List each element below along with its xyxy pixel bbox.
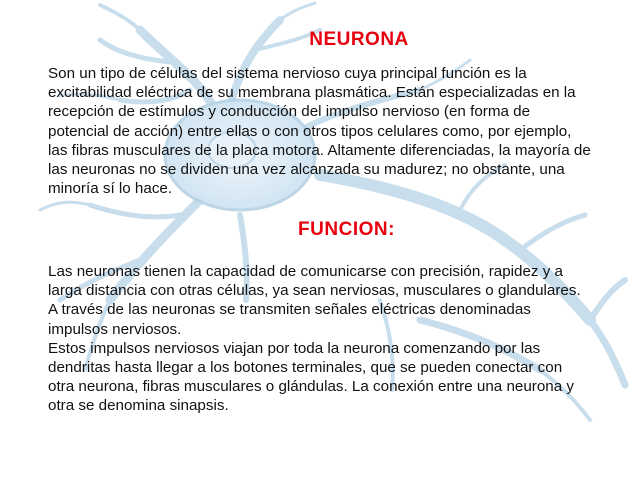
- text-line: larga distancia con otras células, ya sean nerviosas, musculares o glandulares.: [48, 282, 581, 300]
- intro-paragraph: [48, 64, 633, 198]
- text-line: excitabilidad eléctrica de su membrana plasmática. Están especializadas en la: [48, 84, 576, 102]
- function-paragraph: [48, 262, 633, 416]
- text-line: A través de las neuronas se transmiten señales eléctricas denominadas: [48, 301, 531, 319]
- text-line: potencial de acción) entre ellas o con otros tipos celulares como, por ejemplo,: [48, 122, 572, 140]
- text-line: impulsos nerviosos.: [48, 320, 182, 338]
- text-line: las neuronas no se dividen una vez alcanzada su madurez; no obstante, una: [48, 161, 565, 179]
- text-line: dendritas hasta llegar a los botones terminales, que se pueden conectar con: [48, 359, 563, 377]
- text-line: Las neuronas tienen la capacidad de comunicarse con precisión, rapidez y a: [48, 263, 564, 280]
- text-line: las fibras musculares de la placa motora. Altamente diferenciadas, la mayoría de: [48, 141, 591, 159]
- section-title: FUNCION:: [298, 219, 395, 240]
- text-line: otra se denomina sinapsis.: [48, 397, 229, 415]
- text-line: Estos impulsos nerviosos viajan por toda la neurona comenzando por las: [48, 339, 541, 357]
- text-line: Son un tipo de células del sistema nervioso cuya principal función es la: [48, 65, 527, 82]
- text-line: minoría sí lo hace.: [48, 180, 173, 198]
- text-line: otra neurona, fibras musculares o glándulas. La conexión entre una neurona y: [48, 378, 574, 396]
- page-title: NEURONA: [309, 29, 409, 50]
- text-line: recepción de estímulos y conducción del impulso nervioso (en forma de: [48, 103, 531, 121]
